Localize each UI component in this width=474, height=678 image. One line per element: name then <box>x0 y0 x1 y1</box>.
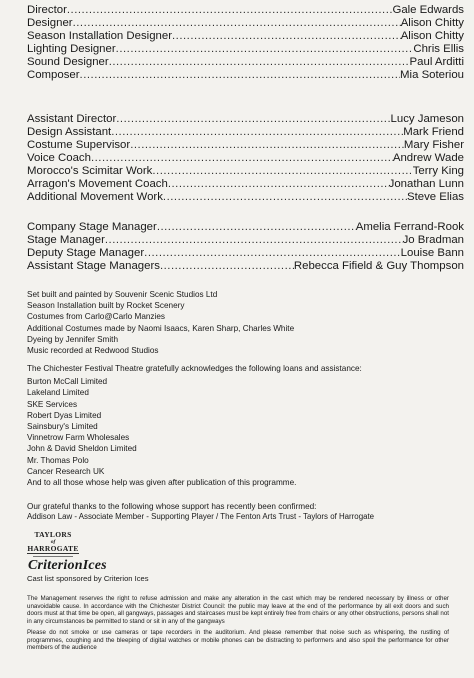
dot-leader <box>163 191 407 204</box>
credit-role: Composer <box>27 69 80 81</box>
credit-row <box>27 234 464 247</box>
sponsor-section <box>27 574 464 584</box>
credit-row <box>27 221 464 234</box>
credit-row <box>27 247 464 260</box>
credit-role: Stage Manager <box>27 234 105 246</box>
credit-role: Designer <box>27 17 73 29</box>
management-notice: The Management reserves the right to refuse admission and make any alteration in the cast which may be rendered necessary by illness or other unavoidable cause. In accordance with the Chichester District Council: the public may leave at the end of the performance by all exit doors and such doors must at that time be open, all gangways, passages and staircases must be kept entirely free from chairs or any other obstructions, persons shall not in any circumstances be permitted to stand or sit in any of the gangways <box>27 595 449 625</box>
acknowledgements-section <box>27 363 464 488</box>
credit-role: Costume Supervisor <box>27 139 131 151</box>
credit-name: Lucy Jameson <box>390 113 464 125</box>
credit-name: Paul Arditti <box>409 56 464 68</box>
production-note: Season Installation built by Rocket Scenery <box>27 301 185 311</box>
credit-role: Arragon's Movement Coach <box>27 178 168 190</box>
credit-row <box>27 126 464 139</box>
dot-leader <box>116 113 390 126</box>
credit-role: Deputy Stage Manager <box>27 247 145 259</box>
supporters-intro: Our grateful thanks to the following whose support has recently been confirmed: <box>27 502 317 511</box>
credit-name: Louise Bann <box>400 247 464 259</box>
credit-name: Mia Soteriou <box>400 69 464 81</box>
dot-leader <box>116 43 414 56</box>
logo-taylors-line1: TAYLORS <box>34 530 72 539</box>
acknowledgement-item: SKE Services <box>27 399 78 409</box>
credit-row <box>27 260 464 273</box>
sponsor-line: Cast list sponsored by Criterion Ices <box>27 574 149 583</box>
stage-management-credits <box>27 221 464 273</box>
acknowledgement-item: Burton McCall Limited <box>27 377 108 387</box>
credit-row <box>27 191 464 204</box>
dot-leader <box>109 56 410 69</box>
credit-row <box>27 178 464 191</box>
taylors-of-harrogate-logo <box>27 531 79 555</box>
dot-leader <box>130 139 404 152</box>
assistant-credits <box>27 113 464 204</box>
dot-leader <box>168 178 389 191</box>
dot-leader <box>67 4 393 17</box>
dot-leader <box>105 234 403 247</box>
dot-leader <box>172 30 401 43</box>
audience-notice: Please do not smoke or use cameras or tape recorders in the auditorium. And please remember that noise such as whispering, the rustling of programmes, coughing and the bleeping of digital watches or mobile phones can be distracting to performers and also spoil the performance for other members of the audience <box>27 629 449 652</box>
credit-name: Andrew Wade <box>392 152 464 164</box>
credit-role: Morocco's Scimitar Work <box>27 165 153 177</box>
credit-role: Voice Coach <box>27 152 91 164</box>
credit-name: Mark Friend <box>403 126 464 138</box>
acknowledgement-item: Vinnetrow Farm Wholesales <box>27 433 130 443</box>
acknowledgement-item: Cancer Research UK <box>27 466 105 476</box>
acknowledgement-item: Lakeland Limited <box>27 388 89 398</box>
dot-leader <box>91 152 393 165</box>
production-notes <box>27 289 464 356</box>
production-note: Music recorded at Redwood Studios <box>27 346 159 356</box>
credit-row <box>27 43 464 56</box>
acknowledgement-item: And to all those whose help was given after publication of this programme. <box>27 478 297 488</box>
credit-row <box>27 30 464 43</box>
credit-name: Mary Fisher <box>403 139 464 151</box>
supporters-line: Addison Law - Associate Member - Supporting Player / The Fenton Arts Trust - Taylors of Harrogate <box>27 512 375 522</box>
credit-row <box>27 69 464 82</box>
credit-row <box>27 4 464 17</box>
credit-role: Assistant Director <box>27 113 117 125</box>
production-note: Set built and painted by Souvenir Scenic Studios Ltd <box>27 290 218 299</box>
credit-name: Steve Elias <box>407 191 464 203</box>
dot-leader <box>160 260 294 273</box>
credit-role: Assistant Stage Managers <box>27 260 160 272</box>
credit-row <box>27 17 464 30</box>
credit-row <box>27 139 464 152</box>
credit-row <box>27 56 464 69</box>
credit-name: Gale Edwards <box>392 4 464 16</box>
acknowledgement-item: John & David Sheldon Limited <box>27 444 137 454</box>
credit-role: Company Stage Manager <box>27 221 157 233</box>
credit-name: Jonathan Lunn <box>388 178 464 190</box>
credit-role: Sound Designer <box>27 56 109 68</box>
credit-role: Additional Movement Work <box>27 191 163 203</box>
credit-role: Design Assistant <box>27 126 112 138</box>
dot-leader <box>73 17 401 30</box>
credit-name: Alison Chitty <box>400 30 464 42</box>
acknowledgement-item: Mr. Thomas Polo <box>27 455 89 465</box>
dot-leader <box>157 221 356 234</box>
logo-taylors-line3: HARROGATE <box>27 544 79 553</box>
dot-leader <box>111 126 403 139</box>
creative-team-credits <box>27 4 464 82</box>
credit-name: Alison Chitty <box>400 17 464 29</box>
credit-role: Season Installation Designer <box>27 30 173 42</box>
credit-row <box>27 152 464 165</box>
credit-name: Terry King <box>412 165 464 177</box>
logo-taylors-rule <box>33 554 73 557</box>
credit-row <box>27 113 464 126</box>
supporters-section <box>27 501 464 522</box>
credit-role: Lighting Designer <box>27 43 116 55</box>
credit-row <box>27 165 464 178</box>
production-note: Dyeing by Jennifer Smith <box>27 334 119 344</box>
acknowledgement-list <box>27 376 464 488</box>
credit-role: Director <box>27 4 67 16</box>
dot-leader <box>152 165 412 178</box>
dot-leader <box>80 69 401 82</box>
credit-name: Rebecca Fifield & Guy Thompson <box>293 260 464 272</box>
production-note: Costumes from Carlo@Carlo Manzies <box>27 312 165 322</box>
credit-name: Amelia Ferrand-Rook <box>355 221 464 233</box>
acknowledgement-item: Robert Dyas Limited <box>27 410 102 420</box>
acknowledgement-item: Sainsbury's Limited <box>27 422 98 432</box>
acknowledgement-intro: The Chichester Festival Theatre gratefully acknowledges the following loans and assistance: <box>27 364 362 373</box>
production-note: Additional Costumes made by Naomi Isaacs, Karen Sharp, Charles White <box>27 323 295 333</box>
criterion-ices-logo: CriterionIces <box>28 558 107 573</box>
dot-leader <box>144 247 401 260</box>
credit-name: Chris Ellis <box>413 43 464 55</box>
credit-name: Jo Bradman <box>402 234 464 246</box>
logo-taylors-line2: of <box>50 539 56 545</box>
